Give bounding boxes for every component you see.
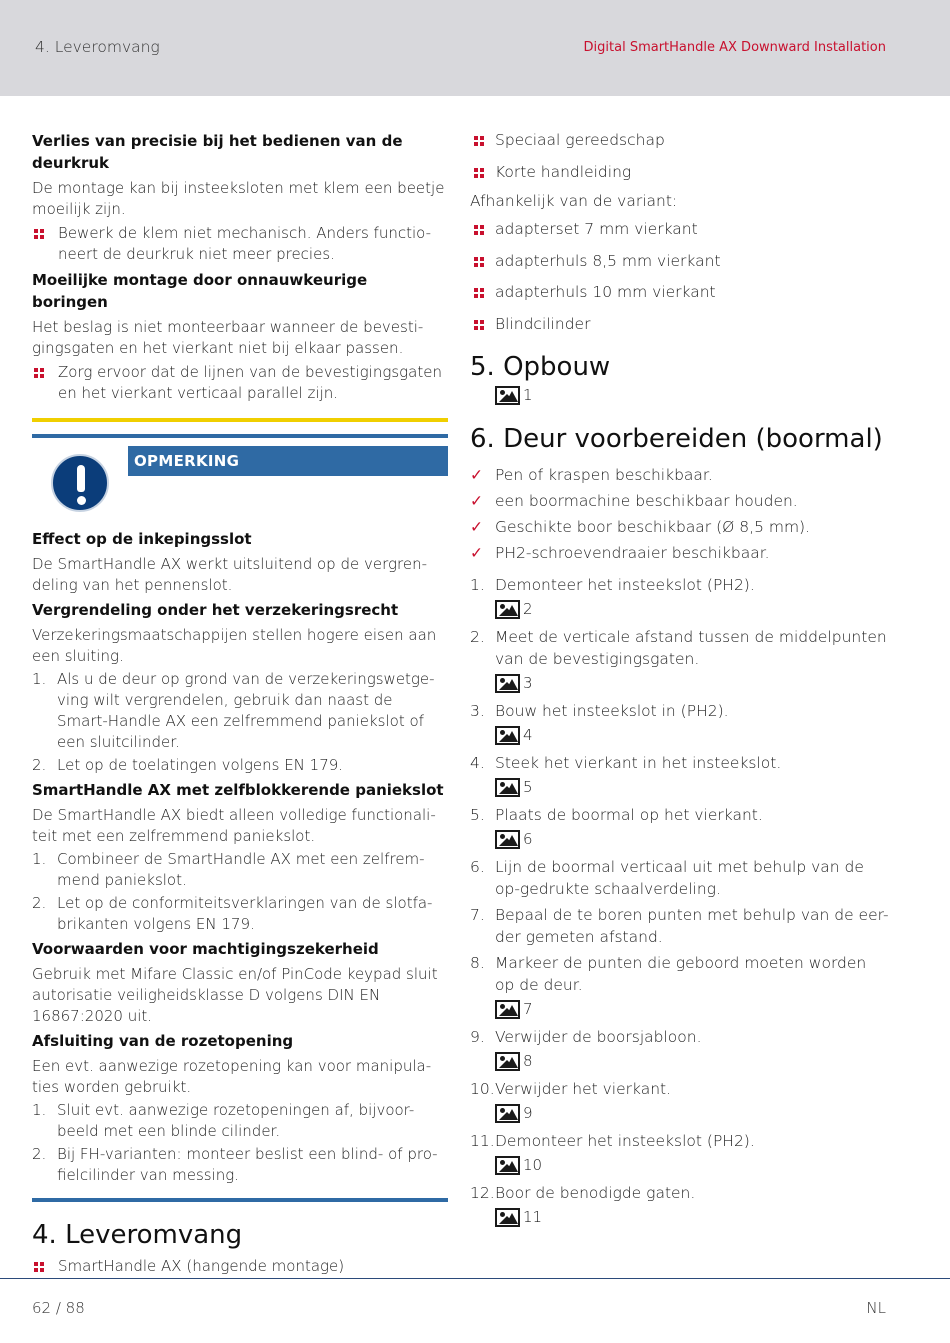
bullet-icon <box>34 229 45 240</box>
checklist <box>470 462 890 566</box>
section-title-opbouw: 5. Opbouw <box>470 352 611 382</box>
bullet-icon <box>474 225 485 236</box>
image-reference: 5 <box>495 774 890 800</box>
image-reference: 10 <box>495 1152 890 1178</box>
checklist-item: ✓ Pen of kraspen beschikbaar. <box>470 462 890 488</box>
checklist-item: ✓ Geschikte boor beschikbaar (Ø 8,5 mm). <box>470 514 890 540</box>
left-column <box>32 126 448 1277</box>
warning-divider <box>32 418 448 422</box>
step-item: 9. Verwijder de boorsjabloon. <box>470 1028 702 1046</box>
variant-list <box>470 214 890 340</box>
note-divider-bottom <box>32 1198 448 1202</box>
text-authorization: Gebruik met Mifare Classic en/of PinCode keypad sluit autorisatie veiligheidsklasse D volgens DIN EN 16867:2020 uit. <box>32 965 438 1025</box>
step-item: 4. Steek het vierkant in het insteekslot. <box>470 754 782 772</box>
heading-panic-lock: SmartHandle AX met zelfblokkerende paniekslot <box>32 781 444 799</box>
bullet-text: SmartHandle AX (hangende montage) <box>58 1257 345 1275</box>
list-item: adapterset 7 mm vierkant <box>470 214 890 246</box>
step-item: 3. Bouw het insteekslot in (PH2). <box>470 702 729 720</box>
heading-authorization: Voorwaarden voor machtigingszekerheid <box>32 940 379 958</box>
note-box <box>32 438 448 524</box>
image-reference: 3 <box>495 670 890 696</box>
list-item: Korte handleiding <box>470 157 890 189</box>
image-icon <box>495 1000 520 1019</box>
image-icon <box>495 726 520 745</box>
image-reference: 6 <box>495 826 890 852</box>
image-icon <box>495 778 520 797</box>
checklist-item: ✓ een boormachine beschikbaar houden. <box>470 488 890 514</box>
image-icon <box>495 600 520 619</box>
bullet-text: Bewerk de klem niet mechanisch. Anders functio-neert de deurkruk niet meer precies. <box>58 224 431 263</box>
text-drilling: Het beslag is niet monteerbaar wanneer de bevesti-gingsgaten en het vierkant niet bij elkaar passen. <box>32 318 424 357</box>
image-icon <box>495 386 520 405</box>
step-item: 5. Plaats de boormal op het vierkant. <box>470 806 763 824</box>
image-icon <box>495 1208 520 1227</box>
list-item: 1. Sluit evt. aanwezige rozetopeningen af, bijvoor-beeld met een blinde cilinder. <box>32 1101 415 1140</box>
bullet-precision <box>32 223 448 265</box>
scope-list <box>470 125 890 188</box>
text-insurance: Verzekeringsmaatschappijen stellen hogere eisen aan een sluiting. <box>32 626 437 665</box>
bullet-icon <box>474 288 485 299</box>
checklist-item: ✓ PH2-schroevendraaier beschikbaar. <box>470 540 890 566</box>
bullet-icon <box>34 1262 45 1273</box>
language-code: NL <box>866 1299 886 1317</box>
chapter-title: 4. Leveromvang <box>35 38 160 56</box>
document-title: Digital SmartHandle AX Downward Installation <box>583 40 886 55</box>
check-icon: ✓ <box>470 518 483 536</box>
list-item: 2. Let op de toelatingen volgens EN 179. <box>32 756 344 774</box>
section-title-leveromvang: 4. Leveromvang <box>32 1220 243 1250</box>
step-item: 12. Boor de benodigde gaten. <box>470 1184 696 1202</box>
variant-label: Afhankelijk van de variant: <box>470 192 678 210</box>
step-item: 10. Verwijder het vierkant. <box>470 1080 672 1098</box>
image-icon <box>495 830 520 849</box>
heading-insurance: Vergrendeling onder het verzekeringsrecht <box>32 601 399 619</box>
image-reference: 7 <box>495 996 890 1022</box>
text-effect: De SmartHandle AX werkt uitsluitend op de vergren-deling van het pennenslot. <box>32 555 427 594</box>
step-item: 6. Lijn de boormal verticaal uit met behulp van de op-gedrukte schaalverdeling. <box>470 858 864 898</box>
image-reference: 8 <box>495 1048 890 1074</box>
image-icon <box>495 1104 520 1123</box>
list-item: 1. Als u de deur op grond van de verzekeringswetge-ving wilt vergrendelen, gebruik dan naast de Smart-Handle AX een zelfremmend paniekslot of een sluitcilinder. <box>32 670 435 751</box>
text-panic-lock: De SmartHandle AX biedt alleen volledige functionali-teit met een zelfremmend paniekslot. <box>32 806 436 845</box>
image-icon <box>495 1052 520 1071</box>
text-precision: De montage kan bij insteeksloten met klem een beetje moeilijk zijn. <box>32 179 445 218</box>
step-item: 2. Meet de verticale afstand tussen de middelpunten van de bevestigingsgaten. <box>470 628 887 668</box>
right-column <box>470 125 890 1230</box>
footer-divider <box>0 1278 950 1279</box>
image-reference: 1 <box>495 382 890 408</box>
image-reference: 9 <box>495 1100 890 1126</box>
page-header <box>0 0 950 96</box>
image-icon <box>495 674 520 693</box>
step-item: 1. Demonteer het insteekslot (PH2). <box>470 576 755 594</box>
note-label: OPMERKING <box>128 446 448 476</box>
check-icon: ✓ <box>470 544 483 562</box>
step-item: 8. Markeer de punten die geboord moeten worden op de deur. <box>470 954 867 994</box>
check-icon: ✓ <box>470 492 483 510</box>
image-reference: 4 <box>495 722 890 748</box>
check-icon: ✓ <box>470 466 483 484</box>
list-item: 1. Combineer de SmartHandle AX met een zelfrem-mend paniekslot. <box>32 850 425 889</box>
bullet-icon <box>474 168 485 179</box>
section-title-deur: 6. Deur voorbereiden (boormal) <box>470 424 883 454</box>
list-item: adapterhuls 10 mm vierkant <box>470 277 890 309</box>
image-reference: 11 <box>495 1204 890 1230</box>
step-item: 7. Bepaal de te boren punten met behulp van de eer-der gemeten afstand. <box>470 906 889 946</box>
page-number: 62 / 88 <box>32 1299 85 1317</box>
list-item: adapterhuls 8,5 mm vierkant <box>470 246 890 278</box>
heading-drilling: Moeilijke montage door onnauwkeurige boringen <box>32 271 368 311</box>
list-item: 2. Bij FH-varianten: monteer beslist een blind- of pro-fielcilinder van messing. <box>32 1145 438 1184</box>
steps-list <box>470 574 890 1230</box>
step-item: 11. Demonteer het insteekslot (PH2). <box>470 1132 755 1150</box>
exclamation-icon <box>51 454 109 512</box>
bullet-text: Zorg ervoor dat de lijnen van de bevestigingsgaten en het vierkant verticaal parallel zijn. <box>58 363 442 402</box>
text-rosette: Een evt. aanwezige rozetopening kan voor manipula-ties worden gebruikt. <box>32 1057 432 1096</box>
bullet-icon <box>474 257 485 268</box>
list-item: 2. Let op de conformiteitsverklaringen van de slotfa-brikanten volgens EN 179. <box>32 894 433 933</box>
image-reference: 2 <box>495 596 890 622</box>
list-item: Speciaal gereedschap <box>470 125 890 157</box>
bullet-drilling <box>32 362 448 404</box>
bullet-scope <box>32 1256 448 1277</box>
list-item: Blindcilinder <box>470 309 890 341</box>
image-icon <box>495 1156 520 1175</box>
heading-rosette: Afsluiting van de rozetopening <box>32 1032 294 1050</box>
heading-precision: Verlies van precisie bij het bedienen van de deurkruk <box>32 132 403 172</box>
bullet-icon <box>474 136 485 147</box>
bullet-icon <box>34 368 45 379</box>
bullet-icon <box>474 320 485 331</box>
heading-effect: Effect op de inkepingsslot <box>32 530 252 548</box>
